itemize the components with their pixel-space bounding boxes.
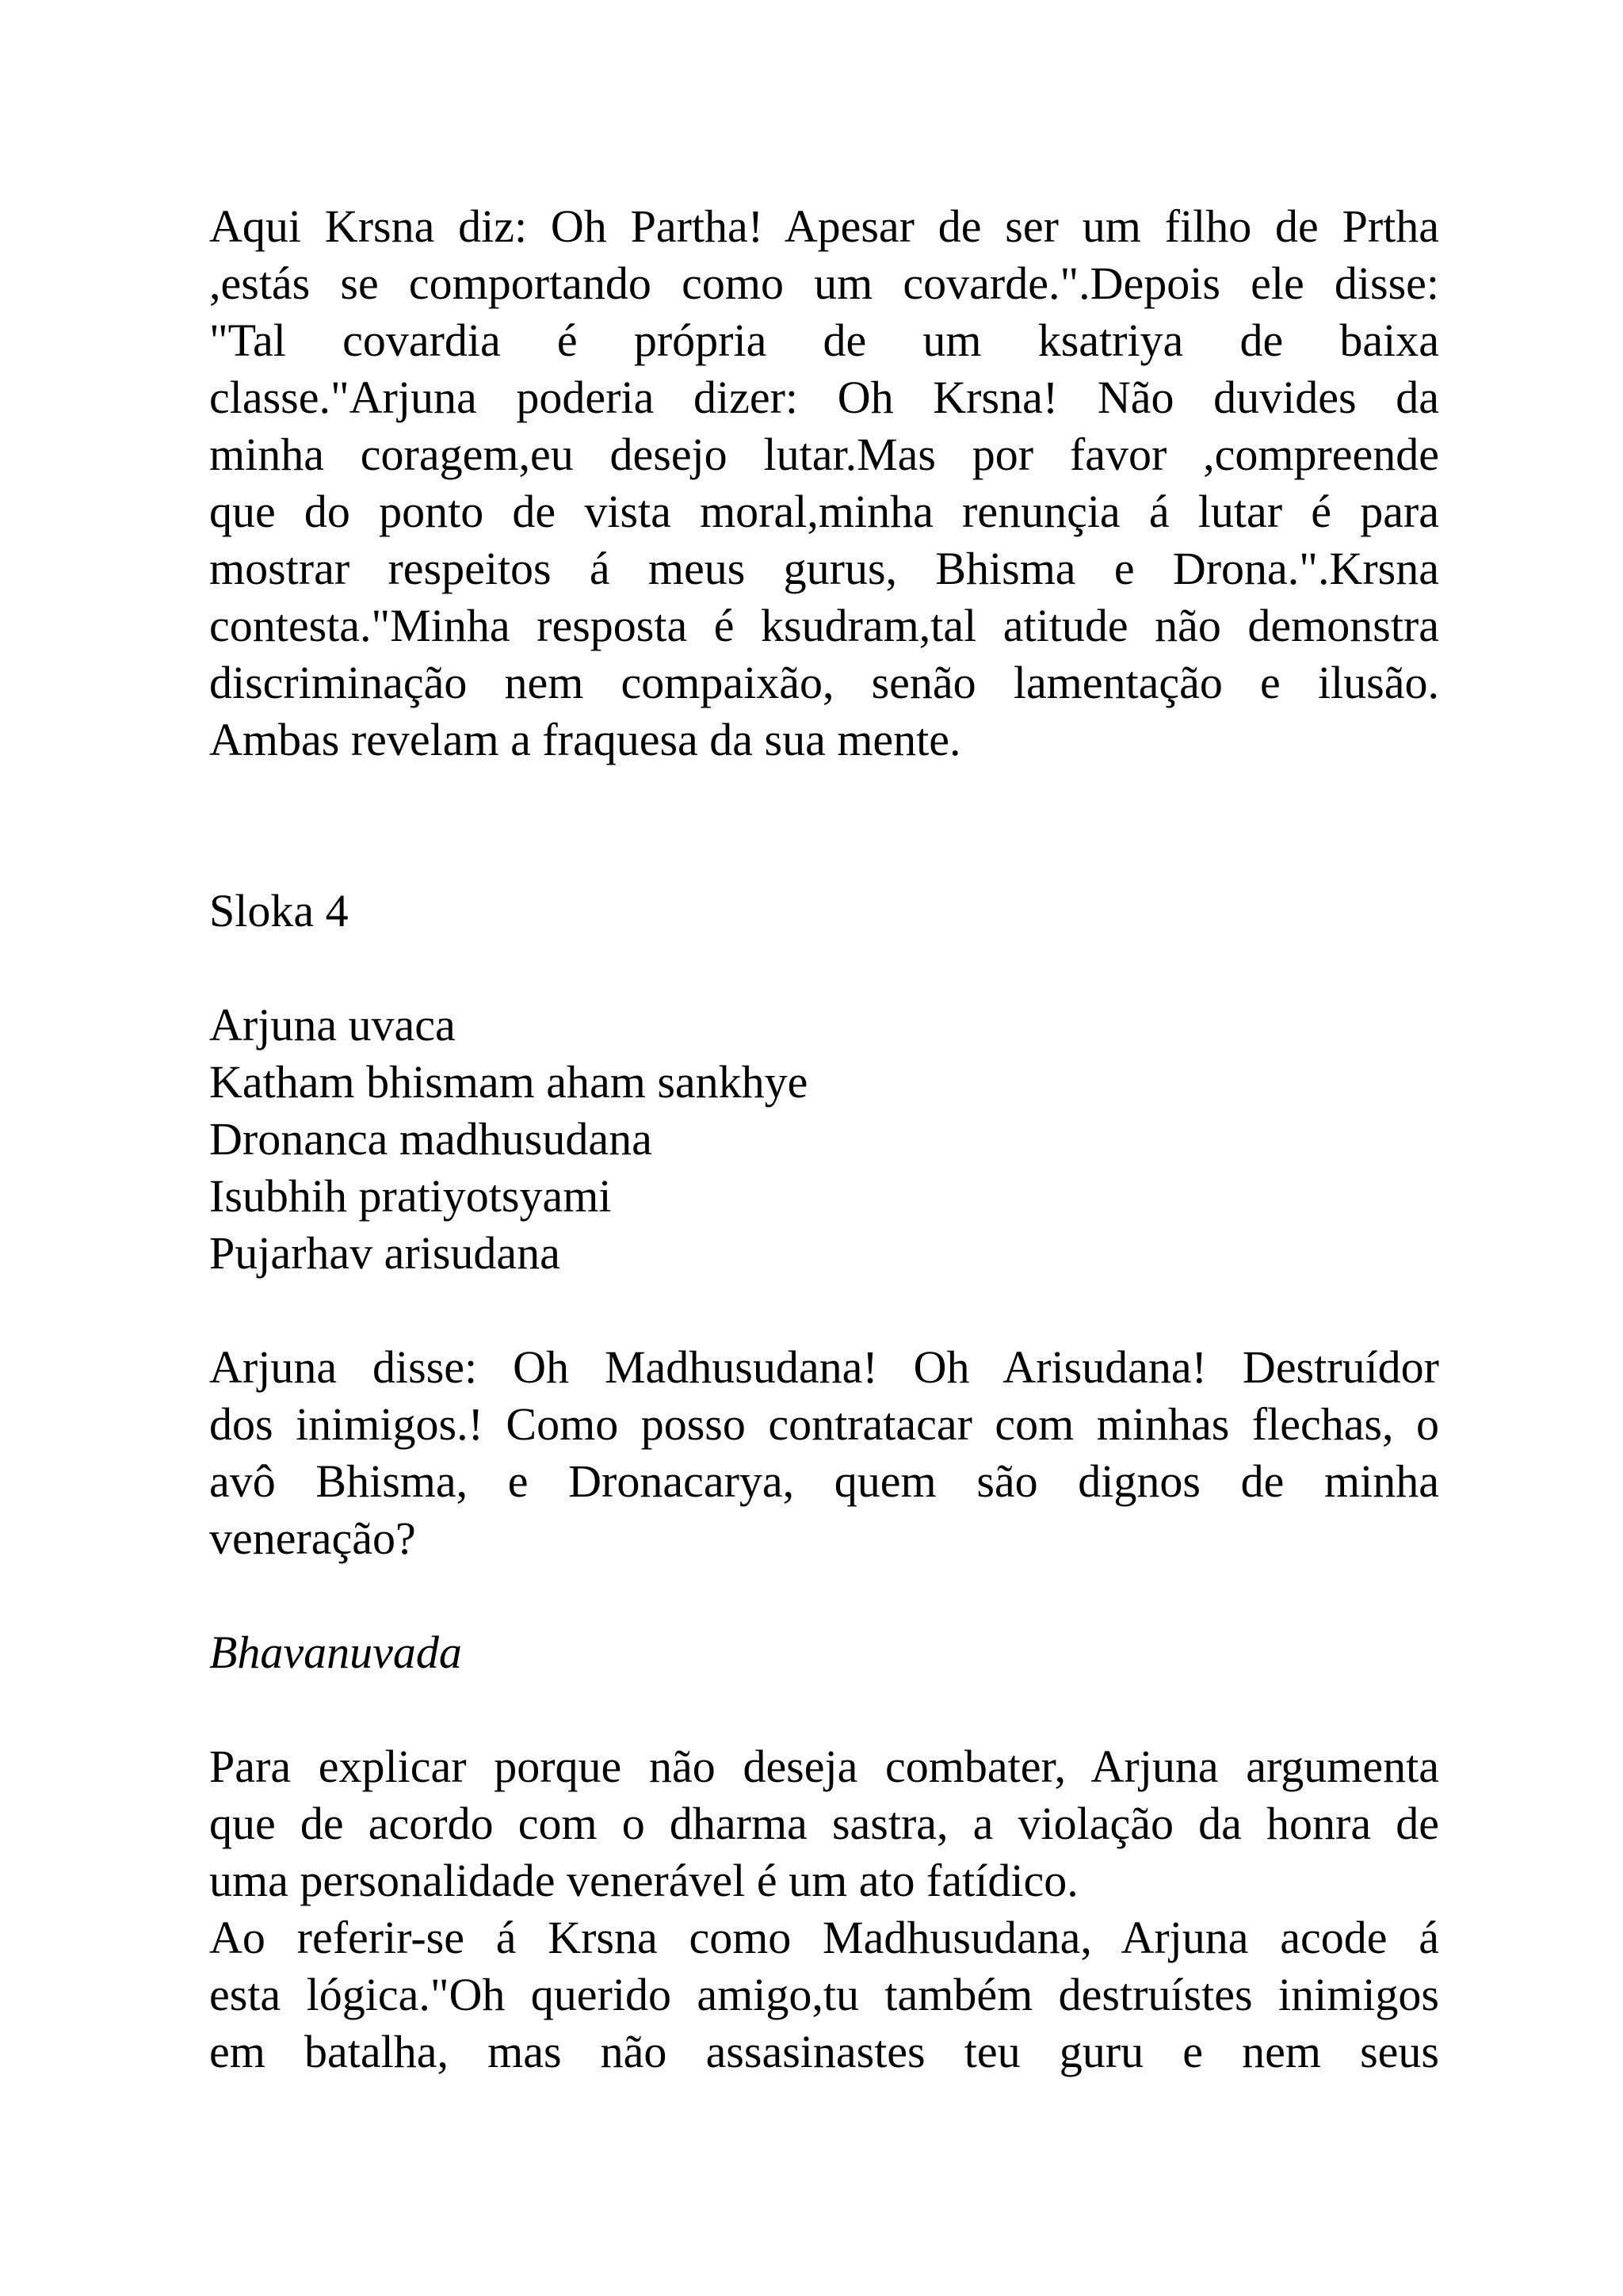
intro-line: Ambas revelam a fraquesa da sua mente. bbox=[209, 714, 961, 765]
intro-line: contesta."Minha resposta é ksudram,tal atitude não demonstra bbox=[209, 600, 1439, 651]
intro-line: discriminação nem compaixão, senão lamentação e ilusão. bbox=[209, 657, 1439, 708]
verse-line: Arjuna uvaca bbox=[209, 999, 456, 1051]
commentary-line: que de acordo com o dharma sastra, a violação da honra de bbox=[209, 1798, 1439, 1849]
commentary-heading: Bhavanuvada bbox=[209, 1627, 462, 1678]
commentary-paragraph bbox=[209, 1738, 1439, 2081]
verse-line: Dronanca madhusudana bbox=[209, 1113, 652, 1165]
verse-line: Isubhih pratiyotsyami bbox=[209, 1170, 612, 1222]
translation-line: veneração? bbox=[209, 1512, 416, 1564]
translation-line: avô Bhisma, e Dronacarya, quem são dignos de minha bbox=[209, 1455, 1439, 1507]
commentary-line: em batalha, mas não assasinastes teu guru e nem seus bbox=[209, 2026, 1439, 2077]
intro-line: "Tal covardia é própria de um ksatriya de baixa bbox=[209, 315, 1439, 366]
intro-paragraph bbox=[209, 198, 1439, 769]
spacer bbox=[209, 769, 1439, 883]
commentary-line: Ao referir-se á Krsna como Madhusudana, Arjuna acode á bbox=[209, 1912, 1439, 1963]
translation-paragraph bbox=[209, 1339, 1439, 1567]
sanskrit-verse bbox=[209, 997, 1439, 1282]
sloka-heading: Sloka 4 bbox=[209, 885, 349, 936]
intro-line: classe."Arjuna poderia dizer: Oh Krsna! Não duvides da bbox=[209, 372, 1439, 423]
spacer bbox=[209, 1282, 1439, 1339]
spacer bbox=[209, 1567, 1439, 1624]
translation-line: dos inimigos.! Como posso contratacar com minhas flechas, o bbox=[209, 1398, 1439, 1450]
intro-line: Aqui Krsna diz: Oh Partha! Apesar de ser um filho de Prtha bbox=[209, 200, 1439, 252]
verse-line: Katham bhismam aham sankhye bbox=[209, 1056, 808, 1108]
spacer bbox=[209, 940, 1439, 997]
translation-line: Arjuna disse: Oh Madhusudana! Oh Arisudana! Destruídor bbox=[209, 1341, 1439, 1393]
intro-line: que do ponto de vista moral,minha renunçia á lutar é para bbox=[209, 486, 1439, 537]
intro-line: ,estás se comportando como um covarde.".Depois ele disse: bbox=[209, 257, 1439, 309]
commentary-line: uma personalidade venerável é um ato fatídico. bbox=[209, 1855, 1079, 1906]
commentary-line: esta lógica."Oh querido amigo,tu também destruístes inimigos bbox=[209, 1969, 1439, 2020]
commentary-line: Para explicar porque não deseja combater, Arjuna argumenta bbox=[209, 1741, 1439, 1792]
intro-line: mostrar respeitos á meus gurus, Bhisma e Drona.".Krsna bbox=[209, 543, 1439, 594]
spacer bbox=[209, 1681, 1439, 1738]
verse-line: Pujarhav arisudana bbox=[209, 1227, 560, 1279]
page-content bbox=[209, 198, 1439, 2081]
intro-line: minha coragem,eu desejo lutar.Mas por favor ,compreende bbox=[209, 429, 1439, 480]
